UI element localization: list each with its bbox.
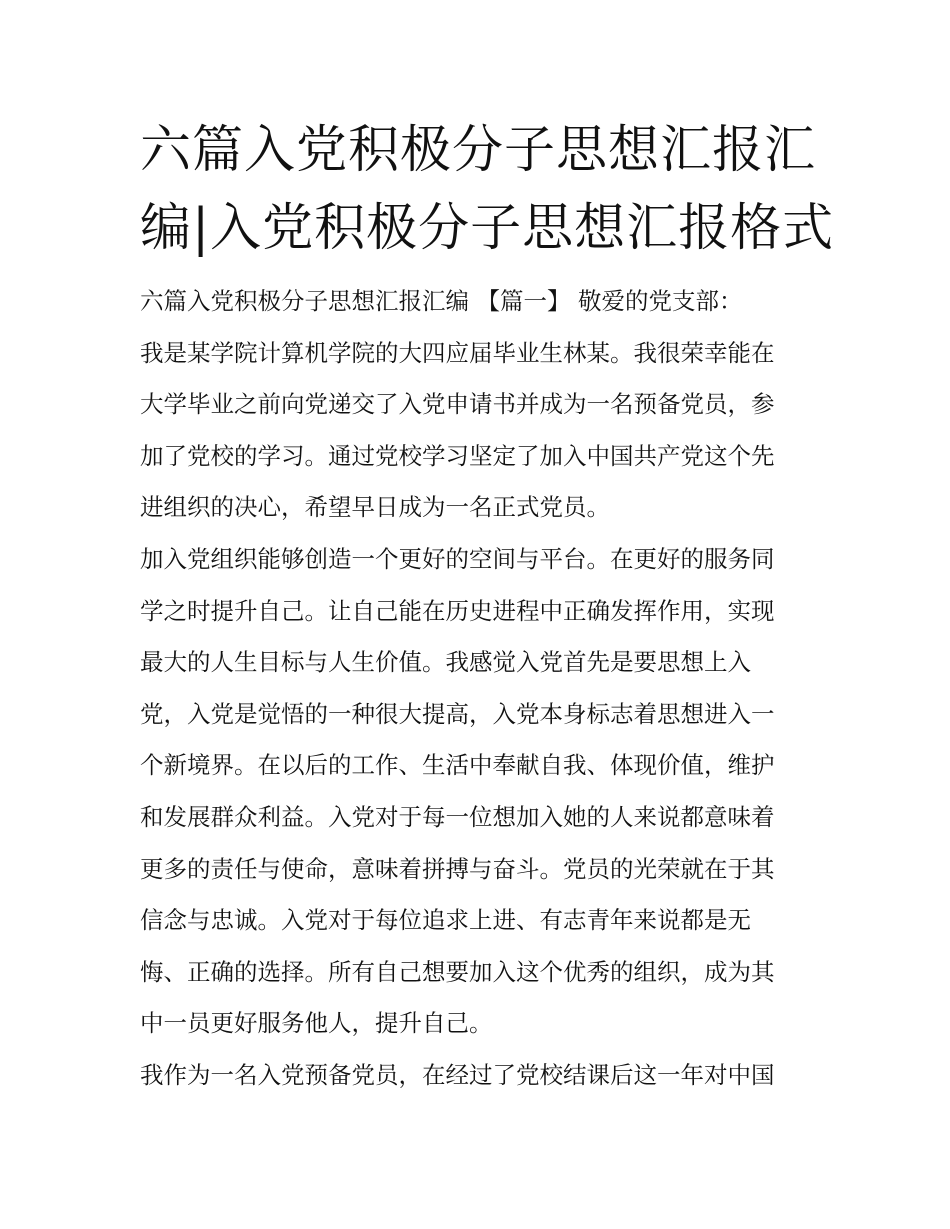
body-line: 最大的人生目标与人生价值。我感觉入党首先是要思想上入 bbox=[140, 648, 751, 677]
body-line: 个新境界。在以后的工作、生活中奉献自我、体现价值，维护 bbox=[140, 751, 775, 780]
body-line: 更多的责任与使命，意味着拼搏与奋斗。党员的光荣就在于其 bbox=[140, 854, 775, 883]
body-line: 加了党校的学习。通过党校学习坚定了加入中国共产党这个先 bbox=[140, 441, 775, 470]
body-line: 学之时提升自己。让自己能在历史进程中正确发挥作用，实现 bbox=[140, 596, 775, 625]
body-line: 大学毕业之前向党递交了入党申请书并成为一名预备党员，参 bbox=[140, 390, 775, 419]
title-line: 编|入党积极分子思想汇报格式 bbox=[140, 199, 835, 258]
body-line: 悔、正确的选择。所有自己想要加入这个优秀的组织，成为其 bbox=[140, 957, 775, 986]
document-body bbox=[140, 276, 820, 1102]
body-line: 我是某学院计算机学院的大四应届毕业生林某。我很荣幸能在 bbox=[140, 338, 775, 367]
title-line: 六篇入党积极分子思想汇报汇 bbox=[140, 121, 817, 180]
body-line: 加入党组织能够创造一个更好的空间与平台。在更好的服务同 bbox=[140, 544, 775, 573]
body-line: 进组织的决心，希望早日成为一名正式党员。 bbox=[140, 493, 610, 522]
body-line: 党，入党是觉悟的一种很大提高，入党本身标志着思想进入一 bbox=[140, 699, 775, 728]
body-line: 和发展群众利益。入党对于每一位想加入她的人来说都意味着 bbox=[140, 802, 775, 831]
document-title bbox=[140, 112, 835, 268]
body-line: 六篇入党积极分子思想汇报汇编 【篇一】 敬爱的党支部： bbox=[140, 287, 743, 315]
body-line: 中一员更好服务他人，提升自己。 bbox=[140, 1009, 493, 1038]
body-line: 信念与忠诚。入党对于每位追求上进、有志青年来说都是无 bbox=[140, 906, 751, 935]
body-line: 我作为一名入党预备党员，在经过了党校结课后这一年对中国 bbox=[140, 1060, 775, 1089]
